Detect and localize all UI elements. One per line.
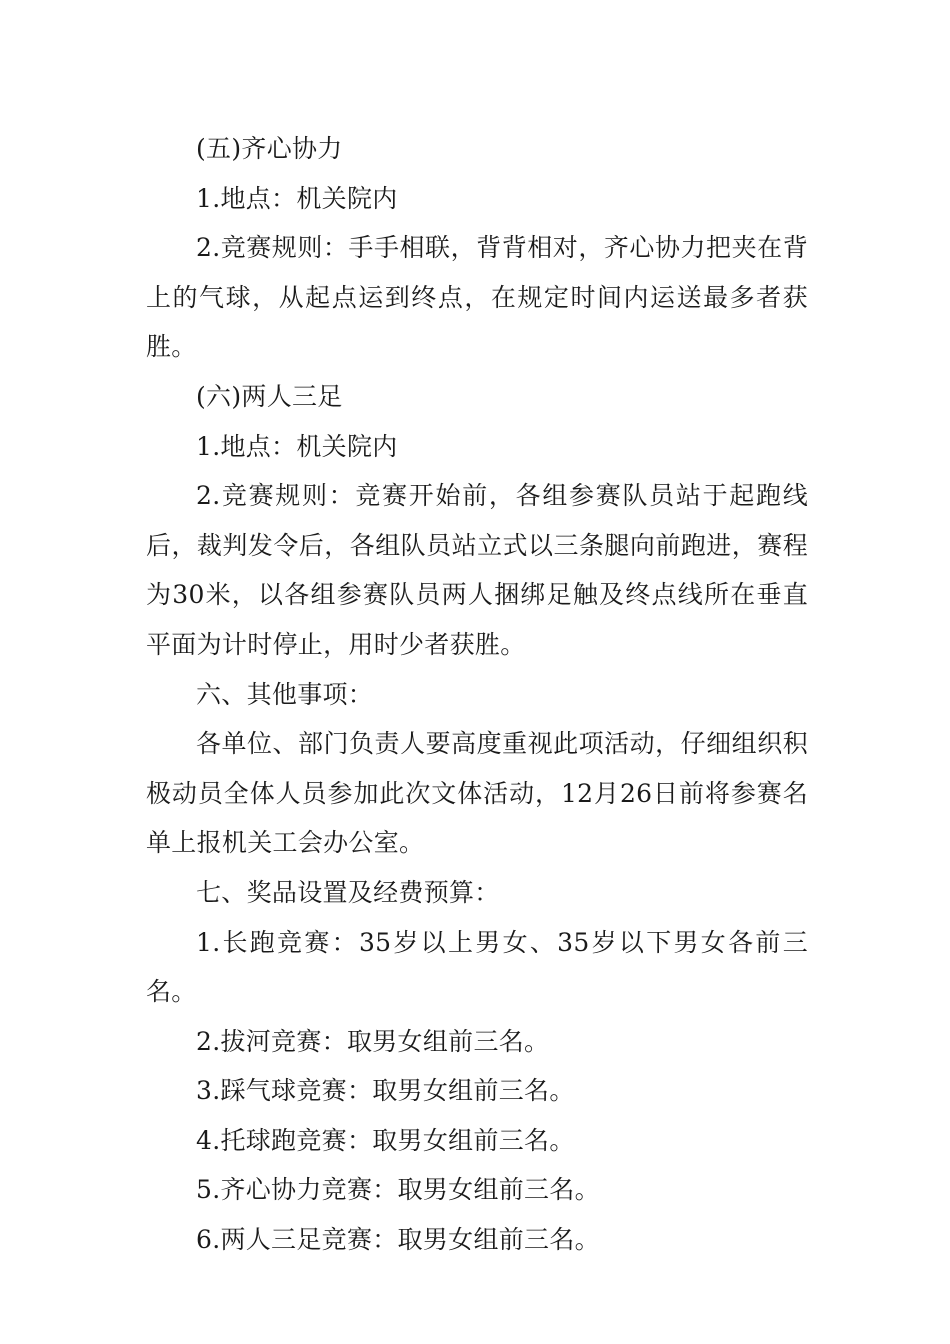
document-page xyxy=(146,124,808,1265)
rules-item: 2.竞赛规则：竞赛开始前，各组参赛队员站于起跑线后，裁判发令后，各组队员站立式以三条腿向前跑进，赛程为30米，以各组参赛队员两人捆绑足触及终点线所在垂直平面为计时停止，用时少者获胜。 xyxy=(146,481,808,659)
section-heading-prizes-budget: 七、奖品设置及经费预算： xyxy=(196,877,500,907)
location-item: 1.地点：机关院内 xyxy=(196,431,398,461)
prize-item: 1.长跑竞赛：35岁以上男女、35岁以下男女各前三名。 xyxy=(146,927,808,1007)
prize-item: 2.拔河竞赛：取男女组前三名。 xyxy=(196,1026,550,1056)
rules-item: 2.竞赛规则：手手相联，背背相对，齐心协力把夹在背上的气球，从起点运到终点，在规定时间内运送最多者获胜。 xyxy=(146,233,808,362)
location-item: 1.地点：机关院内 xyxy=(196,183,398,213)
section-heading-qixinxieli: (五)齐心协力 xyxy=(196,134,343,163)
prize-item: 6.两人三足竞赛：取男女组前三名。 xyxy=(196,1225,600,1255)
other-matters-body: 各单位、部门负责人要高度重视此项活动，仔细组织积极动员全体人员参加此次文体活动，12月26日前将参赛名单上报机关工会办公室。 xyxy=(146,729,808,858)
prize-item: 5.齐心协力竞赛：取男女组前三名。 xyxy=(196,1175,600,1205)
section-heading-other-matters: 六、其他事项： xyxy=(196,679,374,709)
prize-item: 3.踩气球竞赛：取男女组前三名。 xyxy=(196,1076,575,1106)
section-heading-liangrensanzu: (六)两人三足 xyxy=(196,381,343,411)
prize-item: 4.托球跑竞赛：取男女组前三名。 xyxy=(196,1125,575,1155)
